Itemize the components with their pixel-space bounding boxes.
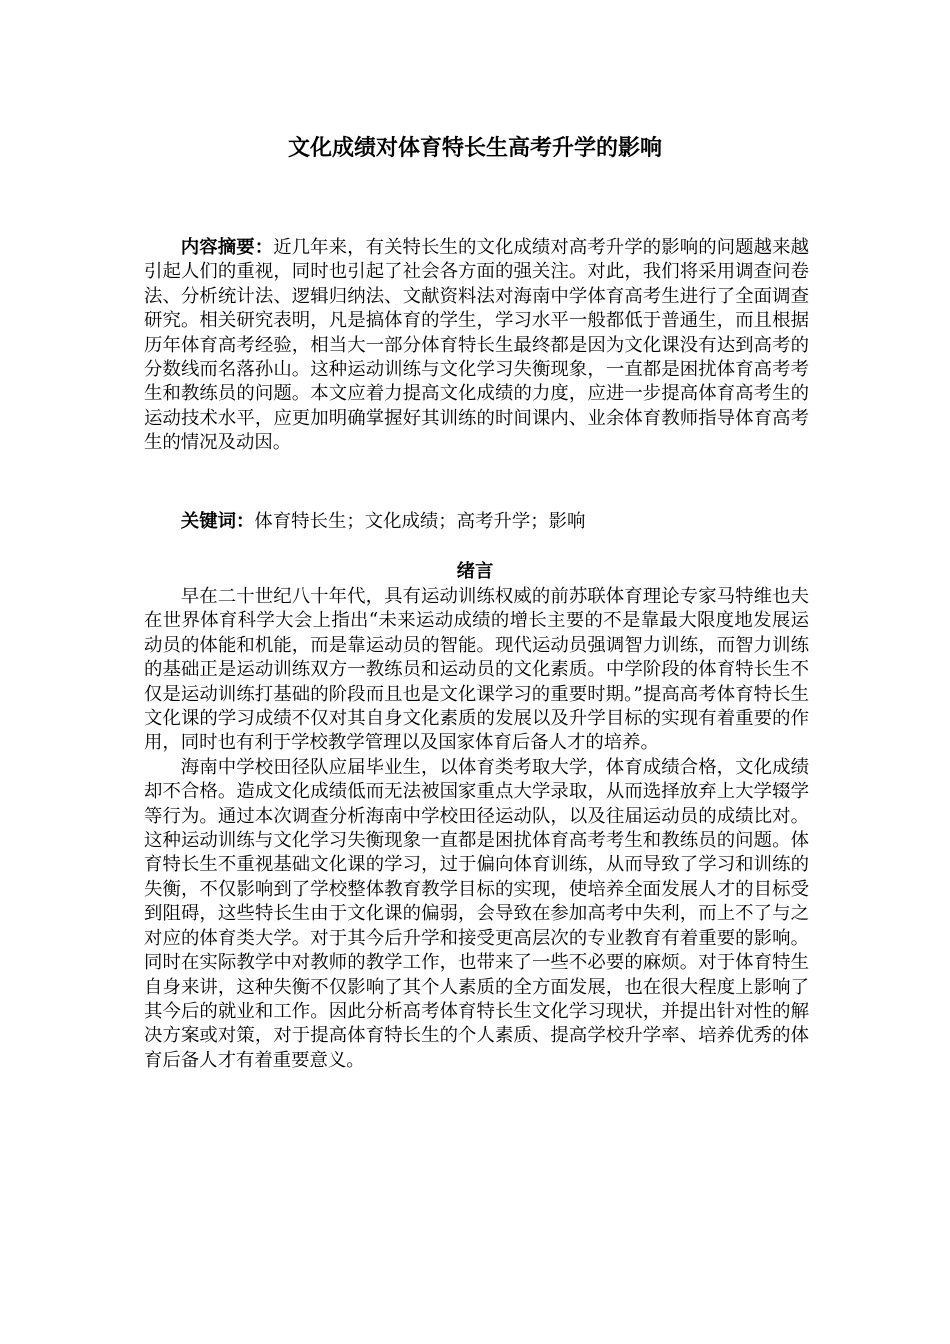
- keywords-paragraph: [144, 510, 809, 534]
- keywords-text: 体育特长生；文化成绩；高考升学；影响: [254, 511, 586, 532]
- abstract-text: 近几年来，有关特长生的文化成绩对高考升学的影响的问题越来越引起人们的重视，同时也引起了社会各方面的强关注。对此，我们将采用调查问卷法、分析统计法、逻辑归纳法、文献资料法对海南中学体育高考生进行了全面调查研究。相关研究表明，凡是搞体育的学生，学习水平一般都低于普通生，而且根据历年体育高考经验，相当大一部分体育特长生最终都是因为文化课没有达到高考的分数线而名落孙山。这种运动训练与文化学习失衡现象，一直都是困扰体育高考考生和教练员的问题。本文应着力提高文化成绩的力度，应进一步提高体育高考生的运动技术水平，应更加明确掌握好其训练的时间课内、业余体育教师指导体育高考生的情况及动因。: [144, 237, 809, 454]
- abstract-section: [144, 236, 809, 456]
- introduction-paragraph: 早在二十世纪八十年代，具有运动训练权威的前苏联体育理论专家马特维也夫在世界体育科学大会上指出“未来运动成绩的增长主要的不是靠最大限度地发展运动员的体能和机能，而是靠运动员的智能。现代运动员强调智力训练，而智力训练的基础正是运动训练双方一教练员和运动员的文化素质。中学阶段的体育特长生不仅是运动训练打基础的阶段而且也是文化课学习的重要时期。”提高高考体育特长生文化课的学习成绩不仅对其自身文化素质的发展以及升学目标的实现有着重要的作用，同时也有利于学校教学管理以及国家体育后备人才的培养。: [144, 586, 809, 754]
- abstract-paragraph: [144, 236, 809, 456]
- introduction-heading: 绪言: [456, 561, 494, 582]
- keywords-section: [144, 510, 809, 534]
- introduction-body: [144, 585, 809, 1073]
- abstract-label: 内容摘要：: [180, 237, 274, 258]
- introduction-paragraph: 海南中学校田径队应届毕业生，以体育类考取大学，体育成绩合格，文化成绩却不合格。造成文化成绩低而无法被国家重点大学录取，从而选择放弃上大学辍学等行为。通过本次调查分析海南中学校田径运动队，以及往届运动员的成绩比对。这种运动训练与文化学习失衡现象一直都是困扰体育高考考生和教练员的问题。体育特长生不重视基础文化课的学习，过于偏向体育训练，从而导致了学习和训练的失衡，不仅影响到了学校整体教育教学目标的实现，使培养全面发展人才的目标受到阻碍，这些特长生由于文化课的偏弱，会导致在参加高考中失利，而上不了与之对应的体育类大学。对于其今后升学和接受更高层次的专业教育有着重要的影响。同时在实际教学中对教师的教学工作，也带来了一些不必要的麻烦。对于体育特生自身来讲，这种失衡不仅影响了其个人素质的全方面发展，也在很大程度上影响了其今后的就业和工作。因此分析高考体育特长生文化学习现状，并提出针对性的解决方案或对策，对于提高体育特长生的个人素质、提高学校升学率、培养优秀的体育后备人才有着重要意义。: [144, 756, 809, 1071]
- keywords-label: 关键词：: [180, 511, 255, 532]
- document-title: 文化成绩对体育特长生高考升学的影响: [287, 136, 662, 161]
